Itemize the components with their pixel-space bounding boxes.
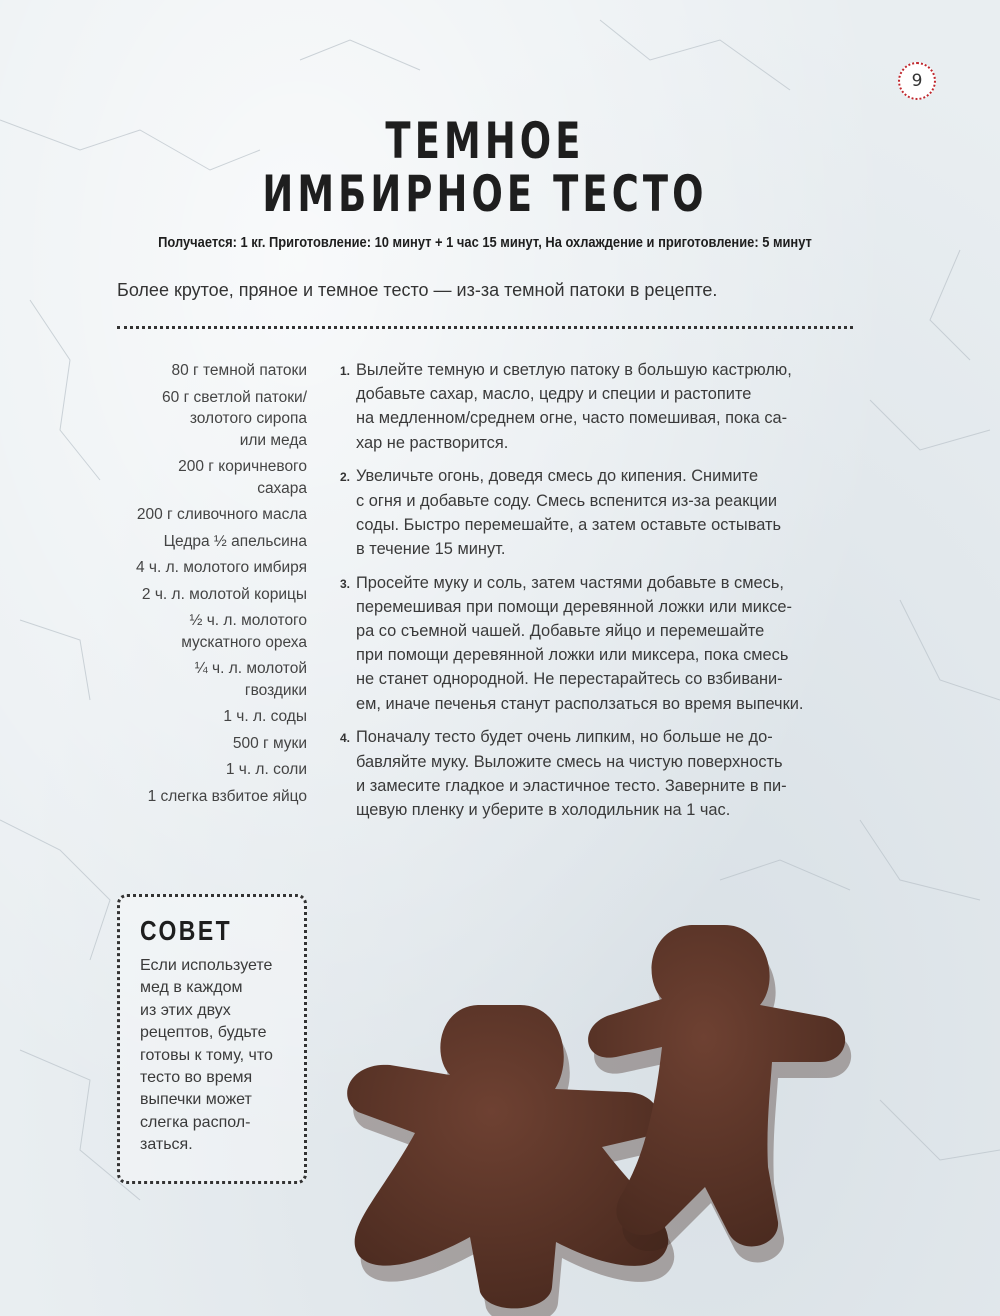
tip-line: заться. <box>140 1136 193 1154</box>
ingredient-line: ½ ч. л. молотого <box>189 612 307 629</box>
ingredient-line: 1 ч. л. соды <box>223 708 307 725</box>
ingredient-line: 200 г коричневого <box>178 458 307 475</box>
ingredients-list <box>100 360 307 812</box>
ingredient-line: золотого сиропа <box>189 410 307 427</box>
step-text-line: Увеличьте огонь, доведя смесь до кипения. Снимите <box>356 467 759 486</box>
step-text-line: Вылейте темную и светлую патоку в большую кастрюлю, <box>356 361 792 379</box>
ingredient-line: 80 г темной патоки <box>171 362 307 379</box>
ingredient-line: 2 ч. л. молотой корицы <box>141 585 307 603</box>
tip-line: рецептов, будьте <box>140 1024 267 1042</box>
step-text-line: соды. Быстро перемешайте, а затем оставьте остывать <box>356 515 782 534</box>
step-item <box>340 464 855 561</box>
ingredient-item <box>100 584 307 606</box>
ingredient-item <box>100 759 307 781</box>
step-number: 2. <box>340 470 351 485</box>
ingredient-line: Цедра ½ апельсина <box>163 532 307 550</box>
step-number: 4. <box>340 731 351 746</box>
step-text-line: хар не растворится. <box>356 433 509 452</box>
step-text-line: бавляйте муку. Выложите смесь на чистую поверхность <box>356 752 783 771</box>
step-number: 3. <box>340 576 351 591</box>
ingredient-item <box>100 557 307 579</box>
ingredient-item <box>100 610 307 653</box>
step-text-line: ем, иначе печенья станут расползаться во время выпечки. <box>356 694 804 713</box>
step-text-line: перемешивая при помощи деревянной ложки или миксе- <box>356 597 792 616</box>
ingredient-item <box>100 733 307 755</box>
ingredient-line: ¼ ч. л. молотой <box>194 660 307 677</box>
ingredient-line: мускатного ореха <box>181 633 307 651</box>
step-text-line: добавьте сахар, масло, цедру и специи и растопите <box>356 385 752 404</box>
tip-line: выпечки может <box>140 1091 252 1109</box>
steps-list <box>340 358 855 832</box>
ingredient-line: 60 г светлой патоки/ <box>162 388 307 406</box>
step-text-line: с огня и добавьте соду. Смесь вспенится из-за реакции <box>356 491 778 510</box>
step-text-line: в течение 15 минут. <box>356 539 506 558</box>
tip-line: тесто во время <box>140 1069 253 1087</box>
ingredient-item <box>100 387 307 452</box>
tip-line: из этих двух <box>140 1001 231 1019</box>
ingredient-line: 200 г сливочного масла <box>136 506 307 523</box>
step-text-line: Поначалу тесто будет очень липким, но больше не до- <box>356 728 773 747</box>
gingerbread-cookies-photo <box>320 905 860 1316</box>
tip-line: готовы к тому, что <box>140 1046 273 1064</box>
ingredient-item <box>100 531 307 553</box>
ingredient-item <box>100 658 307 701</box>
step-number: 1. <box>340 364 351 378</box>
step-text-line: щевую пленку и уберите в холодильник на 1 час. <box>356 800 731 819</box>
ingredient-line: 1 ч. л. соли <box>225 761 307 778</box>
step-text-line: не станет однородной. Не перестарайтесь со взбивани- <box>356 670 783 689</box>
recipe-meta: Получается: 1 кг. Приготовление: 10 минут + 1 час 15 минут, На охлаждение и приготовление: 5 минут <box>158 234 812 251</box>
ingredient-line: 4 ч. л. молотого имбиря <box>135 559 307 576</box>
step-text-line: и замесите гладкое и эластичное тесто. Заверните в пи- <box>356 776 787 795</box>
ingredient-line: 500 г муки <box>232 734 307 752</box>
step-item <box>340 725 855 822</box>
tip-text <box>140 955 288 1157</box>
step-text-line: при помощи деревянной ложки или миксера, пока смесь <box>356 646 789 665</box>
recipe-intro: Более крутое, пряное и темное тесто — из-за темной патоки в рецепте. <box>117 280 718 300</box>
recipe-title-line-1: ТЕМНОЕ <box>385 112 585 170</box>
ingredient-line: сахара <box>257 479 307 497</box>
ingredient-item <box>100 456 307 499</box>
tip-title: СОВЕТ <box>140 915 233 946</box>
ingredient-item <box>100 706 307 728</box>
recipe-title-line-2: ИМБИРНОЕ ТЕСТО <box>262 165 708 223</box>
tip-box <box>117 894 307 1184</box>
step-text-line: ра со съемной чашей. Добавьте яйцо и перемешайте <box>356 622 765 641</box>
ingredient-line: гвоздики <box>244 681 307 699</box>
step-text-line: на медленном/среднем огне, часто помешивая, пока са- <box>356 409 788 428</box>
dotted-divider <box>117 326 853 329</box>
step-item <box>340 571 855 716</box>
step-text-line: Просейте муку и соль, затем частями добавьте в смесь, <box>356 573 784 592</box>
ingredient-item <box>100 504 307 526</box>
tip-line: слегка распол- <box>140 1113 251 1131</box>
tip-line: Если используете <box>140 957 273 974</box>
ingredient-line: 1 слегка взбитое яйцо <box>147 787 307 805</box>
ingredient-line: или меда <box>239 431 307 449</box>
ingredient-item <box>100 786 307 808</box>
ingredient-item <box>100 360 307 382</box>
page-number: 9 <box>911 71 923 91</box>
page-number-badge <box>898 62 936 100</box>
tip-line: мед в каждом <box>140 979 243 997</box>
step-item <box>340 358 855 455</box>
